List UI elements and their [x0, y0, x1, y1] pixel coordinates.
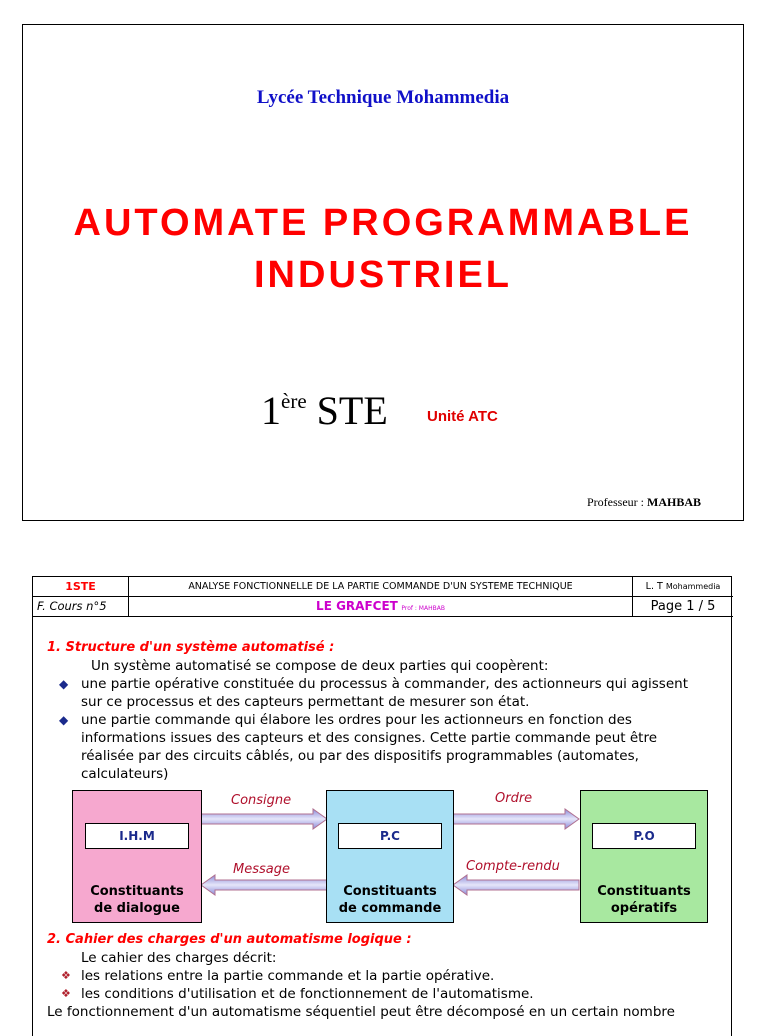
- ordre-label: Ordre: [495, 791, 533, 806]
- pc-label: P.C: [338, 823, 442, 849]
- arrow-compte-rendu-icon: [453, 875, 579, 895]
- ihm-label: I.H.M: [85, 823, 189, 849]
- bullet-1-line-2: sur ce processus et des capteurs permettant de mesurer son état.: [81, 694, 530, 710]
- ihm-caption-line-2: de dialogue: [94, 901, 180, 916]
- course-ref-cell: F. Cours n°5: [33, 597, 129, 617]
- unit-label: Unité ATC: [427, 408, 498, 425]
- title-line-1: AUTOMATE PROGRAMMABLE: [73, 202, 693, 244]
- pc-caption-line-2: de commande: [338, 901, 442, 916]
- po-block: [580, 790, 708, 923]
- ihm-caption: [73, 883, 201, 917]
- po-caption-line-2: opératifs: [610, 901, 678, 916]
- level-number: 1: [261, 388, 281, 433]
- professor-label: Professeur :: [587, 495, 644, 509]
- pc-caption: [327, 883, 453, 917]
- po-caption-line-1: Constituants: [597, 884, 691, 899]
- arrow-consigne-icon: [201, 809, 327, 829]
- level-text: STE: [316, 388, 388, 433]
- level-superscript: ère: [281, 389, 307, 413]
- school-name: Lycée Technique Mohammedia: [256, 87, 510, 108]
- professor-name: MAHBAB: [647, 495, 701, 509]
- diamond-outline-bullet-icon: ❖: [61, 969, 71, 982]
- section-2-item-1: les relations entre la partie commande et la partie opérative.: [81, 968, 495, 984]
- message-label: Message: [233, 862, 290, 877]
- ihm-caption-line-1: Constituants: [90, 884, 184, 899]
- professor-credit: [587, 495, 701, 510]
- arrow-message-icon: [201, 875, 327, 895]
- page-number: Page 1 / 5: [650, 599, 716, 614]
- compte-rendu-label: Compte-rendu: [466, 859, 560, 874]
- pc-caption-line-1: Constituants: [343, 884, 437, 899]
- section-1-title: 1. Structure d'un système automatisé :: [47, 640, 335, 655]
- title-line-2: INDUSTRIEL: [254, 254, 512, 296]
- topic-prof: Prof : MAHBAB: [401, 605, 445, 612]
- section-1-intro: Un système automatisé se compose de deux parties qui coopèrent:: [91, 658, 549, 674]
- bullet-2-line-3: réalisée par des circuits câblés, ou par des dispositifs programmables (automates,: [81, 748, 639, 764]
- arrow-ordre-icon: [453, 809, 579, 829]
- diamond-bullet-icon: ◆: [59, 713, 69, 727]
- pc-block: [326, 790, 454, 923]
- topic-title: LE GRAFCET: [316, 599, 398, 613]
- section-2-paragraph: Le fonctionnement d'un automatisme séquentiel peut être décomposé en un certain nombre: [47, 1004, 675, 1020]
- po-caption: [581, 883, 707, 917]
- bullet-2-line-1: une partie commande qui élabore les ordres pour les actionneurs en fonction des: [81, 712, 632, 728]
- po-label: P.O: [592, 823, 696, 849]
- section-2-item-2: les conditions d'utilisation et de fonctionnement de l'automatisme.: [81, 986, 534, 1002]
- document-title: [23, 197, 743, 301]
- section-2-title: 2. Cahier des charges d'un automatisme logique :: [47, 932, 412, 947]
- cover-page: [22, 24, 744, 521]
- class-level: [261, 387, 388, 434]
- course-page: [32, 576, 732, 1036]
- bullet-2-line-4: calculateurs): [81, 766, 169, 782]
- school-abbr: L. T: [645, 581, 663, 592]
- subject-cell: ANALYSE FONCTIONNELLE DE LA PARTIE COMMANDE D'UN SYSTEME TECHNIQUE: [129, 577, 633, 597]
- section-2-intro: Le cahier des charges décrit:: [81, 950, 277, 966]
- class-cell: 1STE: [33, 577, 129, 597]
- bullet-2-line-2: informations issues des capteurs et des consignes. Cette partie commande peut être: [81, 730, 657, 746]
- diamond-bullet-icon: ◆: [59, 677, 69, 691]
- school-city: Mohammedia: [665, 582, 721, 591]
- consigne-label: Consigne: [231, 793, 292, 808]
- ihm-block: [72, 790, 202, 923]
- bullet-1-line-1: une partie opérative constituée du processus à commander, des actionneurs qui agissent: [81, 676, 688, 692]
- diamond-outline-bullet-icon: ❖: [61, 987, 71, 1000]
